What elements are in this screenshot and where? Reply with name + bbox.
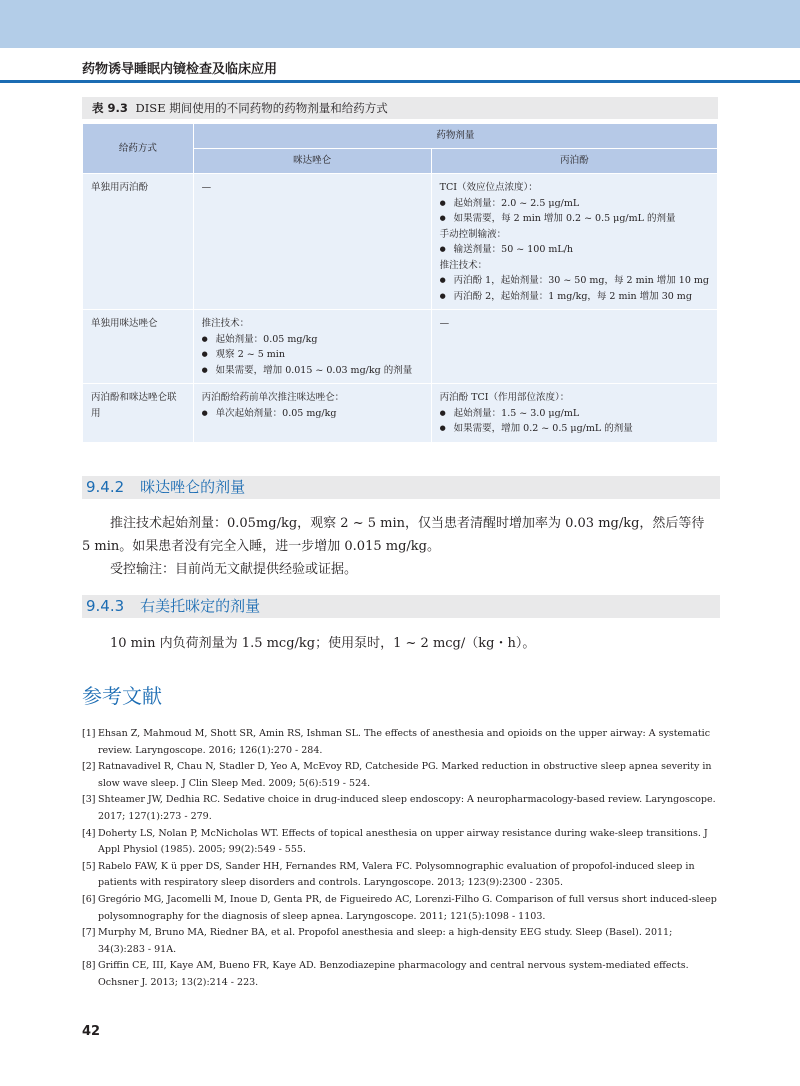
reference-text-line: review. Laryngoscope. 2016; 126(1):270 - 284. [98, 744, 323, 756]
cell-text: 如果需要，增加 0.015 ~ 0.03 mg/kg 的剂量 [215, 364, 413, 376]
bullet-line [440, 406, 709, 422]
section-heading-9-4-3 [82, 595, 720, 618]
table-caption [82, 97, 718, 119]
cell-line [202, 390, 423, 406]
cell-text: — [201, 182, 212, 193]
section-number: 9.4.3 [86, 597, 125, 615]
header-propofol: 丙泊酚 [431, 149, 717, 174]
cell-line [440, 390, 709, 406]
section-title: 咪达唑仑的剂量 [140, 478, 246, 496]
cell-text: 观察 2 ~ 5 min [215, 349, 285, 360]
reference-item [82, 925, 718, 958]
table-row [83, 310, 718, 384]
bullet-line [440, 211, 709, 227]
bullet-line [202, 332, 423, 348]
cell-text: 手动控制输液： [439, 228, 507, 240]
cell-line [202, 316, 423, 332]
reference-item [82, 958, 718, 991]
bullet-line [440, 196, 709, 212]
cell-text: 起始剂量：1.5 ~ 3.0 μg/mL [453, 407, 580, 419]
bullet-line [440, 242, 709, 258]
bullet-icon: ● [201, 350, 208, 358]
reference-text-line: slow wave sleep. J Clin Sleep Med. 2009; 5(6):519 - 524. [98, 777, 371, 789]
reference-text-line: Appl Physiol (1985). 2005; 99(2):549 - 555. [98, 844, 306, 856]
bullet-line [440, 273, 709, 289]
propofol-cell [431, 384, 717, 443]
paragraph-midazolam-dose [82, 512, 718, 581]
dose-table [82, 123, 718, 443]
cell-text: 推注技术： [439, 259, 488, 271]
cell-text: 丙泊酚 2，起始剂量：1 mg/kg，每 2 min 增加 30 mg [453, 290, 692, 302]
section-title: 右美托咪定的剂量 [140, 597, 261, 615]
bullet-line [202, 406, 423, 422]
cell-line [440, 180, 709, 196]
bullet-icon: ● [439, 291, 446, 300]
cell-line [440, 227, 709, 243]
reference-item [82, 792, 718, 825]
reference-item [82, 759, 718, 792]
bullet-icon: ● [439, 198, 446, 207]
cell-line [440, 258, 709, 274]
reference-number: [4] [82, 827, 96, 839]
reference-item [82, 826, 718, 859]
cell-text: 如果需要，每 2 min 增加 0.2 ~ 0.5 μg/mL 的剂量 [453, 213, 676, 224]
reference-text-line: polysomnography for the diagnosis of sleep apnea. Laryngoscope. 2011; 121(5):1098 - 1103. [98, 910, 546, 922]
paragraph-line: 推注技术起始剂量：0.05mg/kg，观察 2 ~ 5 min，仅当患者清醒时增加率为 0.03 mg/kg，然后等待 [110, 516, 705, 531]
cell-text: 丙泊酚给药前单次推注咪达唑仑： [201, 392, 345, 403]
cell-text: 输送剂量：50 ~ 100 mL/h [453, 244, 574, 255]
bullet-line [202, 347, 423, 363]
header-bar [0, 0, 800, 48]
cell-text: 丙泊酚 TCI（作用部位浓度）： [439, 392, 570, 403]
table-row [83, 384, 718, 443]
section-heading-9-4-2 [82, 476, 720, 499]
bullet-icon: ● [439, 408, 446, 417]
propofol-cell [431, 310, 717, 384]
cell-text: — [439, 318, 450, 329]
paragraph-line: 10 min 内负荷剂量为 1.5 mcg/kg；使用泵时，1 ~ 2 mcg/（kg・h）。 [110, 636, 536, 651]
reference-number: [8] [82, 960, 96, 972]
cell-text: 推注技术： [201, 318, 250, 329]
reference-text-line: 2017; 127(1):273 - 279. [98, 810, 212, 822]
midazolam-cell [193, 174, 431, 310]
route-cell: 单独用丙泊酚 [83, 174, 194, 310]
section-number: 9.4.2 [86, 478, 125, 496]
bullet-icon: ● [201, 334, 208, 343]
bullet-icon: ● [201, 365, 208, 374]
reference-number: [1] [82, 728, 96, 739]
paragraph-dexmedetomidine-dose [82, 632, 718, 655]
header-rule [0, 80, 800, 83]
reference-item [82, 859, 718, 892]
reference-list [82, 726, 718, 992]
bullet-icon: ● [439, 276, 446, 284]
reference-text-line: Ratnavadivel R, Chau N, Stadler D, Yeo A, McEvoy RD, Catcheside PG. Marked reduction in obstructive sleep apnea severity in [98, 761, 712, 773]
propofol-cell [431, 174, 717, 310]
midazolam-cell [193, 384, 431, 443]
cell-text: 单次起始剂量：0.05 mg/kg [215, 407, 337, 419]
reference-text-line: Murphy M, Bruno MA, Riedner BA, et al. Propofol anesthesia and sleep: a high-density EEG study. Sleep (Basel). 2011; [98, 927, 673, 939]
cell-line [202, 180, 423, 196]
cell-line [440, 316, 709, 332]
reference-text-line: Doherty LS, Nolan P, McNicholas WT. Effects of topical anesthesia on upper airway resistance during wake-sleep transitions. J [98, 827, 708, 839]
page-number: 42 [82, 1024, 101, 1039]
reference-number: [2] [82, 761, 96, 773]
cell-text: 丙泊酚 1，起始剂量：30 ~ 50 mg，每 2 min 增加 10 mg [453, 275, 709, 286]
header-dose: 药物剂量 [193, 124, 717, 149]
reference-number: [5] [82, 860, 96, 872]
bullet-line [440, 421, 709, 437]
references-title: 参考文献 [82, 684, 162, 708]
bullet-icon: ● [439, 245, 446, 253]
running-header-title: 药物诱导睡眠内镜检查及临床应用 [82, 62, 278, 77]
reference-text-line: Ehsan Z, Mahmoud M, Shott SR, Amin RS, Ishman SL. The effects of anesthesia and opioids on the upper airway: A systematic [98, 728, 711, 739]
route-cell: 单独用咪达唑仑 [83, 310, 194, 384]
reference-item [82, 892, 718, 925]
reference-number: [7] [82, 927, 96, 939]
cell-text: TCI（效应位点浓度）： [439, 182, 538, 193]
bullet-line [440, 289, 709, 305]
header-route: 给药方式 [83, 124, 194, 174]
reference-text-line: 34(3):283 - 91A. [98, 943, 177, 955]
reference-text-line: Ochsner J. 2013; 13(2):214 - 223. [98, 976, 259, 988]
cell-text: 如果需要，增加 0.2 ~ 0.5 μg/mL 的剂量 [453, 423, 633, 434]
paragraph-line: 5 min。如果患者没有完全入睡，进一步增加 0.015 mg/kg。 [82, 539, 440, 554]
reference-number: [3] [82, 794, 96, 806]
reference-text-line: Griffin CE, III, Kaye AM, Bueno FR, Kaye AD. Benzodiazepine pharmacology and central nervous system-mediated effects. [98, 960, 689, 972]
table-caption-number: 表 9.3 [92, 101, 128, 115]
table-caption-text: DISE 期间使用的不同药物的药物剂量和给药方式 [135, 101, 388, 115]
paragraph-line: 受控输注：目前尚无文献提供经验或证据。 [110, 562, 358, 577]
cell-text: 起始剂量：0.05 mg/kg [215, 333, 318, 345]
header-midazolam: 咪达唑仑 [193, 149, 431, 174]
cell-text: 起始剂量：2.0 ~ 2.5 μg/mL [453, 197, 580, 209]
reference-number: [6] [82, 893, 96, 905]
route-cell: 丙泊酚和咪达唑仑联用 [83, 384, 194, 443]
table-row [83, 174, 718, 310]
dose-table-body [83, 174, 718, 443]
reference-text-line: patients with respiratory sleep disorders and controls. Laryngoscope. 2013; 123(9):2300 - 2305. [98, 877, 564, 889]
midazolam-cell [193, 310, 431, 384]
reference-text-line: Shteamer JW, Dedhia RC. Sedative choice in drug-induced sleep endoscopy: A neuropharmacology-based review. Laryngoscope. [98, 794, 716, 806]
bullet-icon: ● [201, 408, 208, 417]
bullet-line [202, 363, 423, 379]
reference-item [82, 726, 718, 759]
bullet-icon: ● [439, 214, 446, 222]
reference-text-line: Gregório MG, Jacomelli M, Inoue D, Genta PR, de Figueiredo AC, Lorenzi-Filho G. Comparison of full versus short induced-sleep [98, 893, 717, 905]
bullet-icon: ● [439, 424, 446, 432]
reference-text-line: Rabelo FAW, K ü pper DS, Sander HH, Fernandes RM, Valera FC. Polysomnographic evaluation of propofol-induced sleep in [98, 860, 695, 872]
